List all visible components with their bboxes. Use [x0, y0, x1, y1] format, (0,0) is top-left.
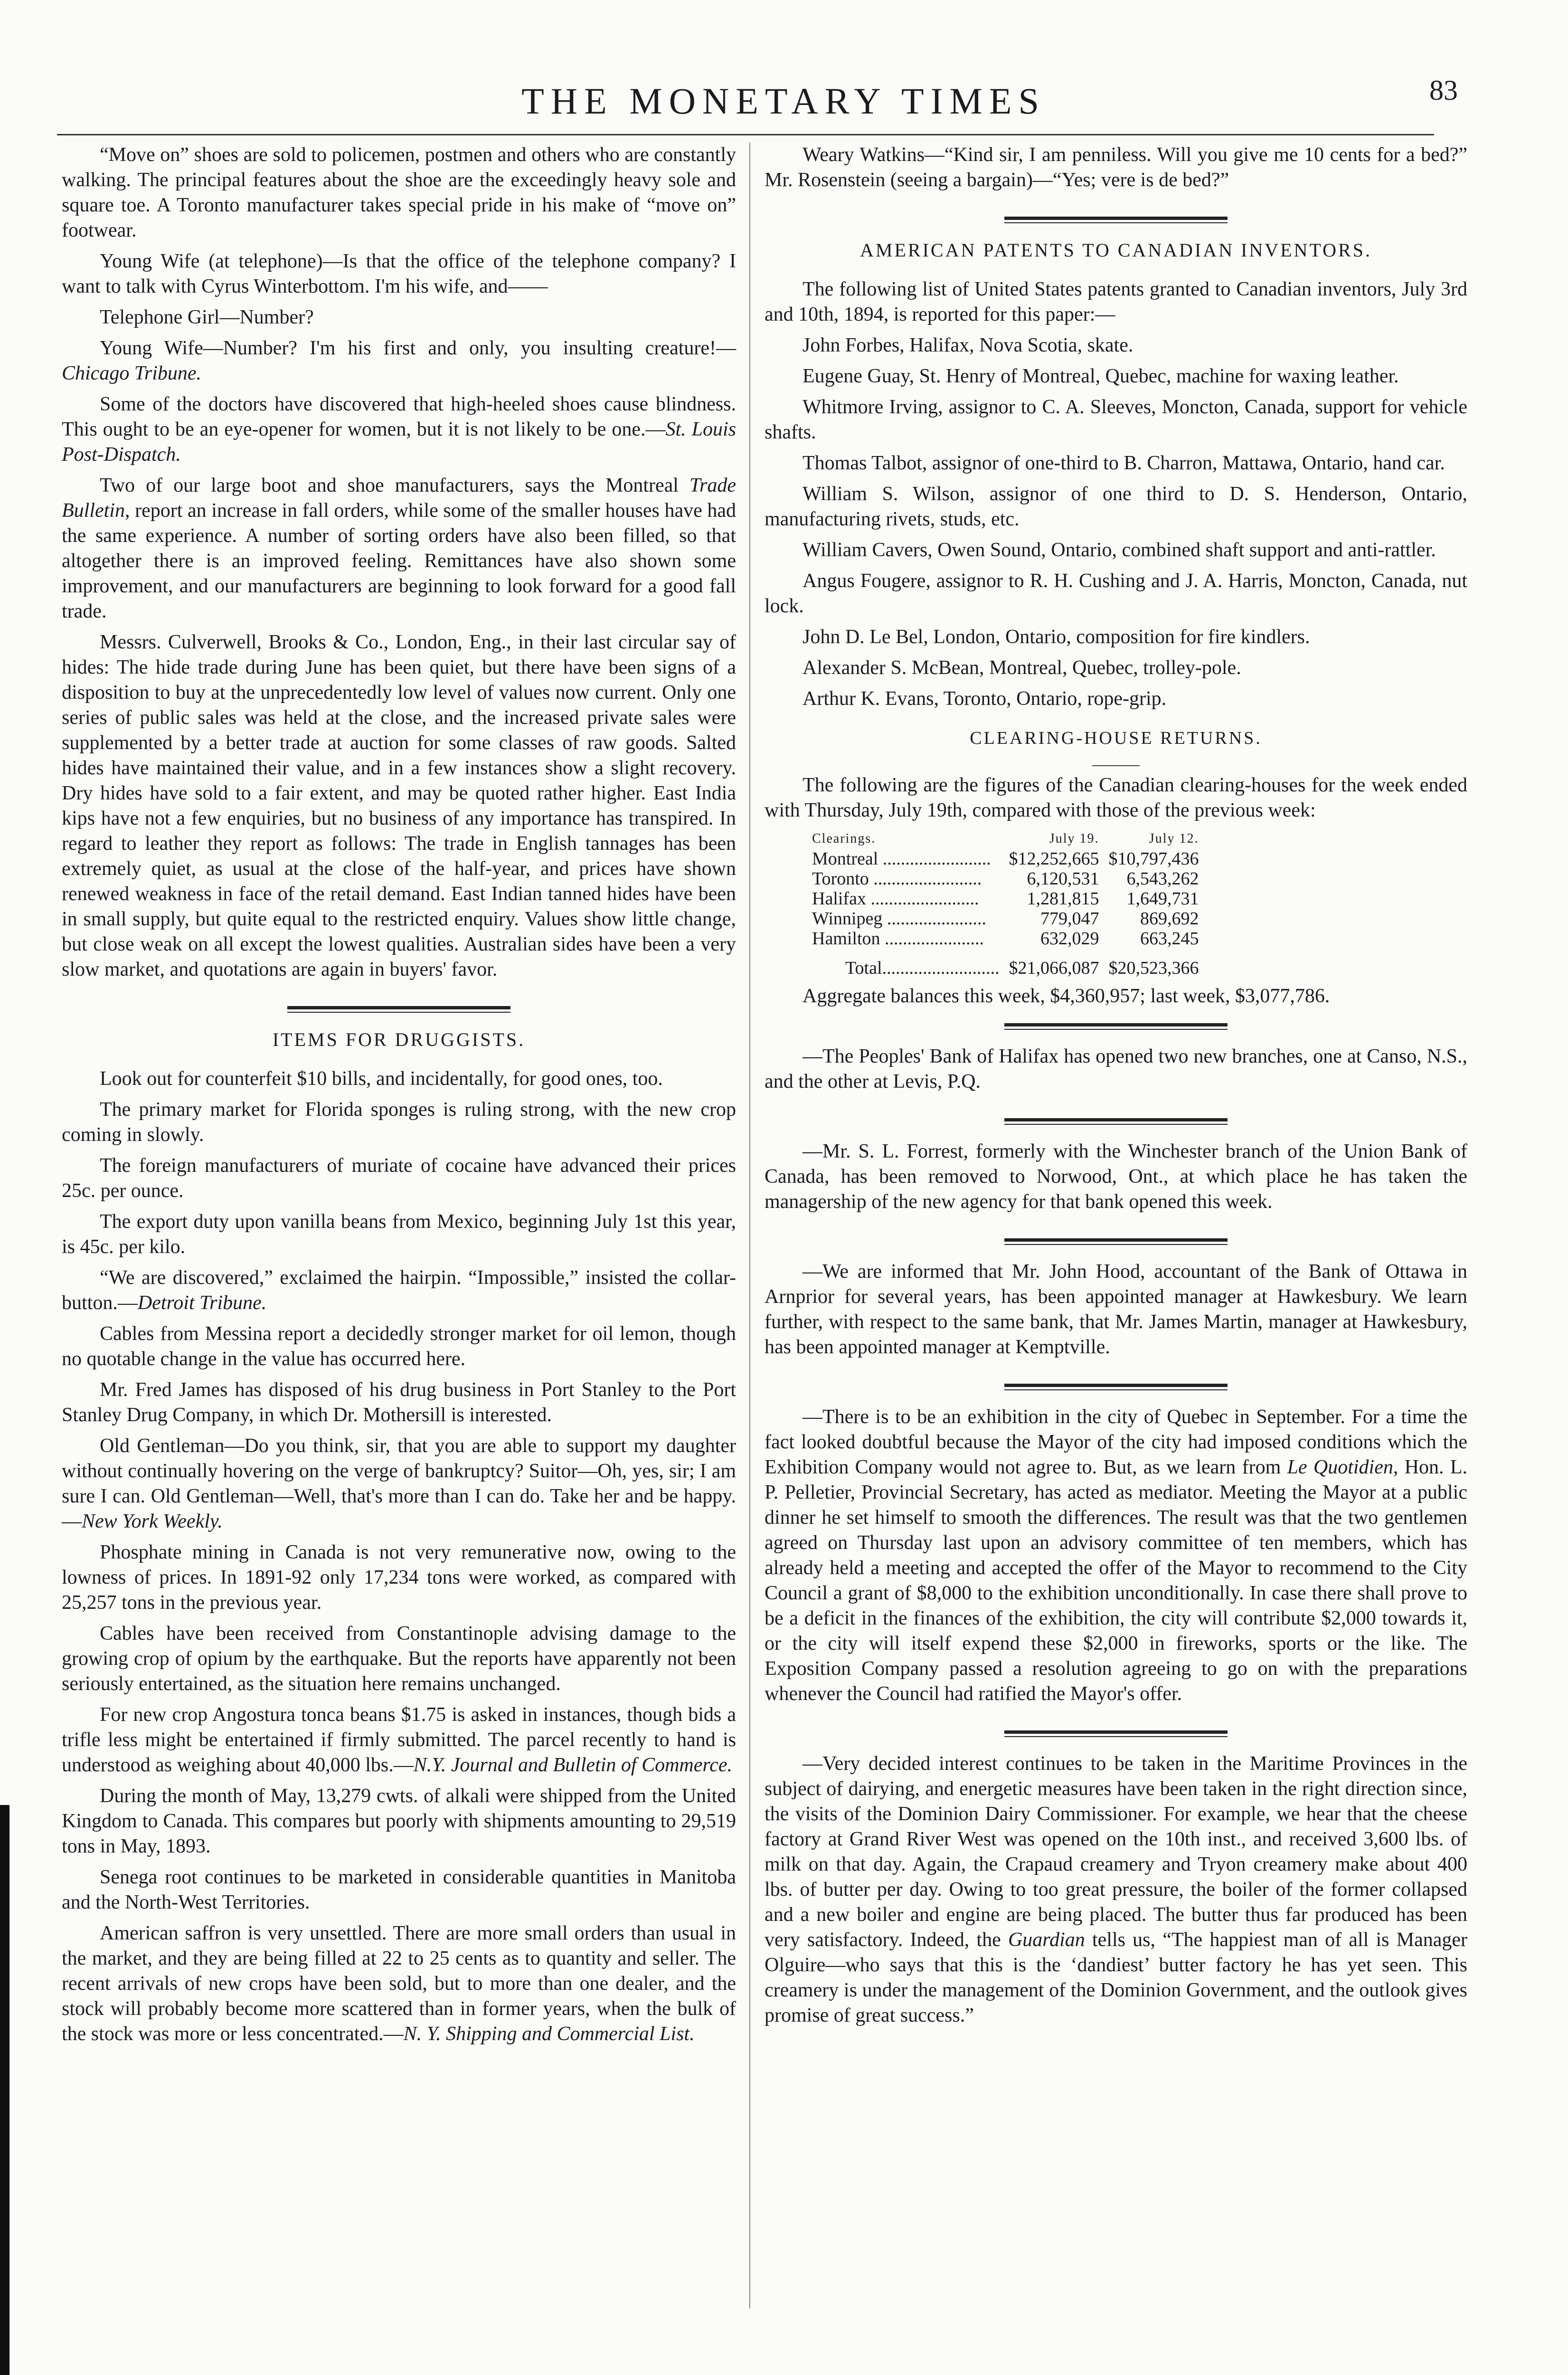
table-cell: 632,029	[1040, 929, 1099, 949]
patent-entry: Whitmore Irving, assignor to C. A. Sleeves, Moncton, Canada, support for vehicle shafts.	[765, 396, 1467, 443]
table-cell: Hamilton ......................	[812, 929, 984, 949]
source-citation: Le Quotidien	[1287, 1456, 1393, 1478]
table-total-row	[807, 949, 1204, 978]
patent-entry: Thomas Talbot, assignor of one-third to B. Charron, Mattawa, Ontario, hand car.	[803, 452, 1445, 474]
table-header: July 12.	[1149, 831, 1199, 846]
weary-watkins-joke: Weary Watkins—“Kind sir, I am penniless. Will you give me 10 cents for a bed?” Mr. Rosenstein (seeing a bargain)—“Yes; vere is de bed?”	[765, 144, 1467, 191]
page-number: 83	[1429, 75, 1458, 106]
druggist-item: Senega root continues to be marketed in considerable quantities in Manitoba and the North-West Territories.	[62, 1866, 736, 1913]
druggist-item: Cables have been received from Constantinople advising damage to the growing crop of opium by the earthquake. But the reports have apparently not been seriously entertained, as the situation here remains unchanged.	[62, 1623, 736, 1695]
news-item: —The Peoples' Bank of Halifax has opened two new branches, one at Canso, N.S., and the other at Levis, P.Q.	[765, 1045, 1467, 1092]
table-cell: 663,245	[1140, 929, 1199, 949]
source-citation: Trade Bulletin	[62, 475, 736, 522]
telephone-girl-line: Telephone Girl—Number?	[100, 306, 314, 328]
patent-entry: William S. Wilson, assignor of one third to D. S. Henderson, Ontario, manufacturing rivets, studs, etc.	[765, 483, 1467, 530]
section-rule	[1004, 1118, 1228, 1125]
left-column	[62, 142, 736, 2052]
table-cell: 6,543,262	[1126, 869, 1199, 889]
table-row	[807, 929, 1204, 949]
patent-entry: Alexander S. McBean, Montreal, Quebec, trolley-pole.	[803, 657, 1241, 679]
table-row	[807, 909, 1204, 929]
table-cell: $12,252,665	[1009, 849, 1099, 869]
aggregate-balances: Aggregate balances this week, $4,360,957; last week, $3,077,786.	[803, 985, 1330, 1007]
table-cell: Toronto ........................	[812, 869, 982, 889]
patent-entry: Angus Fougere, assignor to R. H. Cushing and J. A. Harris, Moncton, Canada, nut lock.	[765, 570, 1467, 617]
druggist-item: During the month of May, 13,279 cwts. of alkali were shipped from the United Kingdom to Canada. This compares but poorly with shipments amounting to 29,519 tons in May, 1893.	[62, 1785, 736, 1857]
page-header	[71, 75, 1496, 132]
clearing-heading: CLEARING-HOUSE RETURNS.	[970, 728, 1262, 748]
table-header: Clearings.	[812, 831, 876, 846]
patents-intro: The following list of United States patents granted to Canadian inventors, July 3rd and 10th, 1894, is reported for this paper:—	[765, 278, 1467, 325]
section-rule	[1004, 1730, 1228, 1737]
table-cell: Total..........................	[845, 958, 1000, 978]
druggist-item: Mr. Fred James has disposed of his drug business in Port Stanley to the Port Stanley Drug Company, in which Dr. Mothersill is interested.	[62, 1379, 736, 1426]
old-gentleman-joke: Old Gentleman—Do you think, sir, that you are able to support my daughter without continually hovering on the verge of bankruptcy? Suitor—Oh, yes, sir; I am sure I can. Old Gentleman—Well, that's more than I can do. Take her and be happy.—New York Weekly.	[62, 1435, 736, 1532]
right-column	[765, 142, 1467, 2034]
source-citation: New York Weekly.	[82, 1510, 223, 1532]
section-rule	[1004, 217, 1228, 223]
saffron-item: American saffron is very unsettled. There are more small orders than usual in the market, and they are being filled at 22 to 25 cents as to quantity and seller. The recent arrivals of new crops have been sold, but to more than one dealer, and the stock will probably become more scattered than in former years, when the bulk of the stock was more or less concentrated.—N. Y. Shipping and Commercial List.	[62, 1922, 736, 2045]
source-citation: Detroit Tribune.	[137, 1292, 267, 1314]
boot-shoe-trade-paragraph: Two of our large boot and shoe manufacturers, says the Montreal Trade Bulletin, report an increase in fall orders, while some of the smaller houses have had the same experience. A number of sorting orders have also been filled, so that altogether there is an improved feeling. Remittances have also shown some improvement, and our manufacturers are beginning to look forward for a good fall trade.	[62, 475, 736, 622]
source-citation: St. Louis Post-Dispatch.	[62, 418, 737, 466]
patents-heading: AMERICAN PATENTS TO CANADIAN INVENTORS.	[860, 239, 1372, 261]
druggists-heading: ITEMS FOR DRUGGISTS.	[272, 1029, 526, 1050]
news-item: —We are informed that Mr. John Hood, accountant of the Bank of Ottawa in Arnprior for several years, has been appointed manager at Hawkesbury. We learn further, with respect to the same bank, that Mr. James Martin, manager at Hawkesbury, has been appointed manager at Kemptville.	[765, 1261, 1467, 1358]
column-divider	[749, 142, 750, 2308]
clearing-intro: The following are the figures of the Canadian clearing-houses for the week ended with Thursday, July 19th, compared with those of the previous week:	[765, 774, 1467, 821]
high-heels-paragraph: Some of the doctors have discovered that high-heeled shoes cause blindness. This ought to be an eye-opener for women, but it is not likely to be one.—St. Louis Post-Dispatch.	[62, 393, 737, 466]
patent-entry: Eugene Guay, St. Henry of Montreal, Quebec, machine for waxing leather.	[803, 365, 1399, 387]
source-citation: N.Y. Journal and Bulletin of Commerce.	[413, 1754, 732, 1776]
table-cell: $20,523,366	[1108, 958, 1199, 978]
table-cell: 869,692	[1140, 909, 1199, 929]
page-edge-shadow	[0, 1805, 9, 2375]
druggist-item: Phosphate mining in Canada is not very remunerative now, owing to the lowness of prices. In 1891-92 only 17,234 tons were worked, as compared with 25,257 tons in the previous year.	[62, 1541, 736, 1614]
section-rule	[287, 1006, 510, 1013]
table-cell: $21,066,087	[1009, 958, 1099, 978]
short-rule	[1092, 765, 1140, 766]
tonca-beans-item: For new crop Angostura tonca beans $1.75 is asked in instances, though bids a trifle less might be entertained if firmly submitted. The parcel recently to hand is understood as weighing about 40,000 lbs.—N.Y. Journal and Bulletin of Commerce.	[62, 1704, 736, 1776]
section-rule	[1004, 1238, 1228, 1245]
patent-entry: John Forbes, Halifax, Nova Scotia, skate.	[803, 334, 1133, 356]
druggist-item: The primary market for Florida sponges is ruling strong, with the new crop coming in slowly.	[62, 1099, 736, 1146]
dairying-item: —Very decided interest continues to be taken in the Maritime Provinces in the subject of dairying, and energetic measures have been taken in the right direction since, the visits of the Dominion Dairy Commissioner. For example, we hear that the cheese factory at Grand River West was opened on the 10th inst., and received 3,600 lbs. of milk on that day. Again, the Crapaud creamery and Tryon creamery make about 400 lbs. of butter per day. Owing to too great pressure, the boiler of the former collapsed and a new boiler and engine are being placed. The butter thus far produced has been very satisfactory. Indeed, the Guardian tells us, “The happiest man of all is Manager Olguire—who says that this is the ‘dandiest’ butter factory he has yet seen. This creamery is under the management of the Dominion Government, and the outlook gives promise of great success.”	[765, 1753, 1467, 2026]
table-cell: Winnipeg ......................	[812, 909, 986, 929]
hairpin-joke: “We are discovered,” exclaimed the hairpin. “Impossible,” insisted the collar-button.—Detroit Tribune.	[62, 1267, 736, 1314]
table-row	[807, 849, 1204, 869]
patent-entry: William Cavers, Owen Sound, Ontario, combined shaft support and anti-rattler.	[803, 539, 1436, 561]
table-header-row	[807, 829, 1204, 849]
news-item: —Mr. S. L. Forrest, formerly with the Winchester branch of the Union Bank of Canada, has been removed to Norwood, Ont., at which place he has taken the managership of the new agency for that bank opened this week.	[765, 1140, 1467, 1213]
table-cell: 1,649,731	[1126, 889, 1199, 909]
table-cell: $10,797,436	[1108, 849, 1199, 869]
druggist-item: The foreign manufacturers of muriate of cocaine have advanced their prices 25c. per ounce.	[62, 1155, 736, 1202]
clearing-table	[807, 829, 1204, 978]
table-row	[807, 889, 1204, 909]
young-wife-line: Young Wife—Number? I'm his first and only, you insulting creature!—Chicago Tribune.	[62, 337, 736, 384]
source-citation: N. Y. Shipping and Commercial List.	[403, 2023, 695, 2045]
header-rule	[57, 134, 1434, 135]
patent-entry: Arthur K. Evans, Toronto, Ontario, rope-grip.	[803, 688, 1167, 710]
hide-trade-paragraph: Messrs. Culverwell, Brooks & Co., London, Eng., in their last circular say of hides: The hide trade during June has been quiet, but there have been signs of a disposition to buy at the unprecedentedly low level of values now current. Only one series of public sales was held at the close, and the increased private sales were supplemented by a better trade at auction for some classes of raw goods. Salted hides have maintained their value, and in a few instances show a slight recovery. Dry hides have sold to a fair extent, and may be quoted rather higher. East India kips have not a few enquiries, but no business of any importance has transpired. In regard to leather they report as follows: The trade in English tannages has been extremely quiet, as usual at the close of the half-year, and prices have shown renewed weakness in face of the retail demand. East Indian tanned hides have been in small supply, but quite equal to the restricted enquiry. Values show little change, but close weak on all except the lowest qualities. Australian sides have been a very slow market, and quotations are again in buyers' favor.	[62, 631, 736, 980]
table-cell: 6,120,531	[1027, 869, 1099, 889]
druggist-item: The export duty upon vanilla beans from Mexico, beginning July 1st this year, is 45c. per kilo.	[62, 1211, 736, 1258]
table-cell: Montreal ........................	[812, 849, 991, 869]
table-cell: 779,047	[1040, 909, 1099, 929]
table-cell: Halifax ........................	[812, 889, 979, 909]
table-row	[807, 869, 1204, 889]
table-cell: 1,281,815	[1027, 889, 1099, 909]
newspaper-title: THE MONETARY TIMES	[521, 80, 1046, 122]
quebec-exhibition-item: —There is to be an exhibition in the city of Quebec in September. For a time the fact looked doubtful because the Mayor of the city had imposed conditions which the Exhibition Company would not agree to. But, as we learn from Le Quotidien, Hon. L. P. Pelletier, Provincial Secretary, has acted as mediator. Meeting the Mayor at a public dinner he set himself to smooth the differences. The result was that the two gentlemen agreed on Thursday last upon an advisory committee of ten members, which has already held a meeting and accepted the offer of the Mayor to recommend to the City Council a grant of $8,000 to the exhibition unconditionally. In case there shall prove to be a deficit in the finances of the exhibition, the city will contribute $2,000 towards it, or the city will itself expend these $2,000 in fireworks, sports or the like. The Exposition Company passed a resolution agreeing to go on with the preparations whenever the Council had ratified the Mayor's offer.	[765, 1406, 1467, 1705]
section-rule	[1004, 1023, 1228, 1030]
move-on-shoes-paragraph: “Move on” shoes are sold to policemen, postmen and others who are constantly walking. The principal features about the shoe are the exceedingly heavy sole and square toe. A Toronto manufacturer takes special pride in his make of “move on” footwear.	[62, 144, 736, 241]
druggist-item: Cables from Messina report a decidedly stronger market for oil lemon, though no quotable change in the value has occurred here.	[62, 1323, 736, 1370]
druggist-item: Look out for counterfeit $10 bills, and incidentally, for good ones, too.	[100, 1068, 663, 1090]
telephone-joke-paragraph: Young Wife (at telephone)—Is that the office of the telephone company? I want to talk with Cyrus Winterbottom. I'm his wife, and——	[62, 250, 736, 297]
source-citation: Guardian	[1008, 1929, 1085, 1951]
patent-entry: John D. Le Bel, London, Ontario, composition for fire kindlers.	[803, 626, 1310, 648]
source-citation: Chicago Tribune.	[62, 362, 202, 384]
section-rule	[1004, 1384, 1228, 1390]
table-header: July 19.	[1049, 831, 1099, 846]
